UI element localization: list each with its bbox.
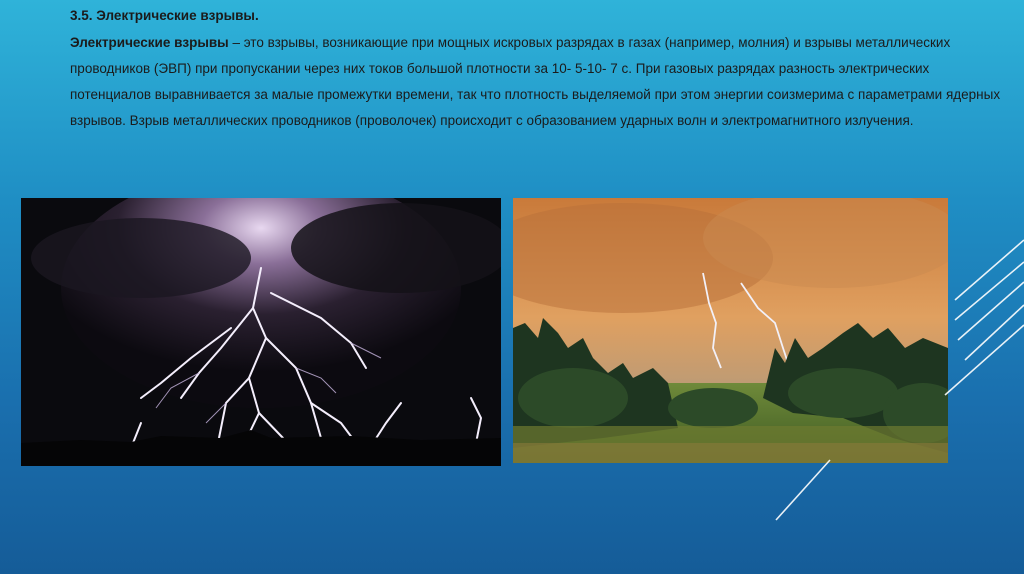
slide-paragraph: [14, 30, 1004, 134]
paragraph-term: Электрические взрывы: [70, 35, 229, 50]
forest-lightning-photo: [513, 198, 948, 463]
night-lightning-photo: [21, 198, 501, 466]
forest-lightning-sunset-icon: [513, 198, 948, 463]
paragraph-text: – это взрывы, возникающие при мощных искровых разрядах в газах (например, молния) и взрывы металлических проводников (ЭВП) при пропускании через них токов большой плотности за 10- 5-10- 7 с. При газовых разрядах разность электрических потенциалов выравнивается за малые промежутки времени, так что плотность выделяемой при этом энергии соизмерима с параметрами ядерных взрывов. Взрыв металлических проводников (проволочек) происходит с образованием ударных волн и электромагнитного излучения.: [70, 35, 1001, 128]
slide-title: 3.5. Электрические взрывы.: [70, 8, 259, 23]
night-lightning-storm-icon: [21, 198, 501, 466]
